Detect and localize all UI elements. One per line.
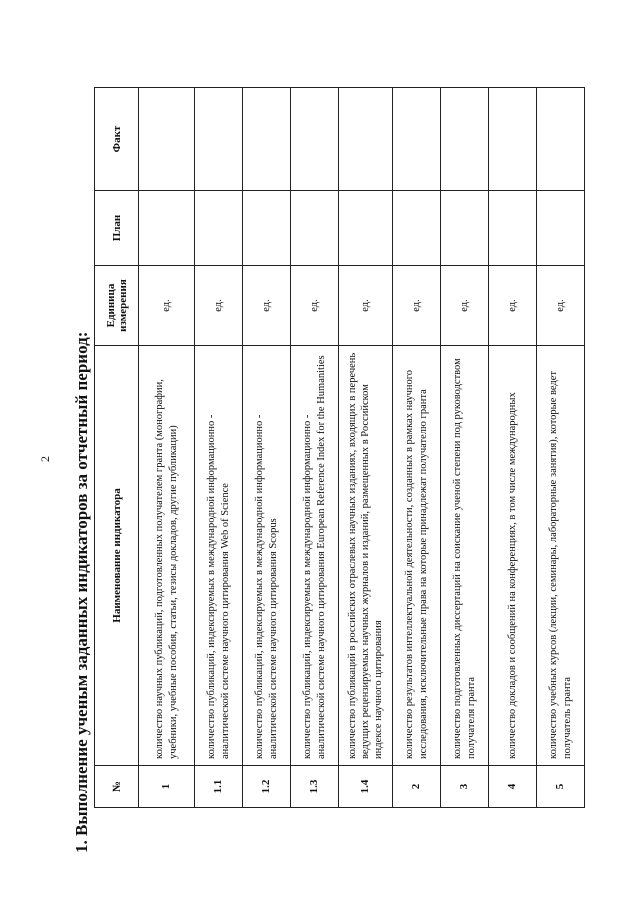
indicator-name: количество научных публикаций, подготовленных получателем гранта (монографии, учебники, учебные пособия, статьи, тезисы докладов, другие публикации)	[139, 346, 195, 766]
plan-cell	[339, 191, 393, 266]
indicator-name: количество публикаций в российских отраслевых научных изданиях, входящих в перечень ведущих рецензируемых научных журналов и изданий, размещенных в Российском индексе научного цитирования	[339, 346, 393, 766]
fact-cell	[243, 88, 291, 191]
column-header-unit: Единица измерения	[95, 266, 139, 346]
plan-cell	[441, 191, 489, 266]
table-row	[291, 88, 339, 808]
indicator-name: количество подготовленных диссертаций на соискание ученой степени под руководством получателя гранта	[441, 346, 489, 766]
page-number: 2	[38, 456, 52, 462]
unit-cell: ед.	[195, 266, 243, 346]
unit-cell: ед.	[243, 266, 291, 346]
table-row	[393, 88, 441, 808]
plan-cell	[291, 191, 339, 266]
unit-cell: ед.	[291, 266, 339, 346]
table-row	[139, 88, 195, 808]
unit-cell: ед.	[537, 266, 585, 346]
fact-cell	[139, 88, 195, 191]
indicator-name: количество публикаций, индексируемых в международной информационно - аналитической системе научного цитирования Scopus	[243, 346, 291, 766]
fact-cell	[441, 88, 489, 191]
section-heading: 1. Выполнение ученым заданных индикаторов за отчетный период:	[72, 331, 91, 853]
fact-cell	[195, 88, 243, 191]
row-number: 2	[393, 766, 441, 808]
unit-cell: ед.	[489, 266, 537, 346]
table-row	[243, 88, 291, 808]
row-number: 1	[139, 766, 195, 808]
plan-cell	[393, 191, 441, 266]
plan-cell	[537, 191, 585, 266]
unit-cell: ед.	[139, 266, 195, 346]
indicator-name: количество учебных курсов (лекции, семинары, лабораторные занятия), которые ведет получатель гранта	[537, 346, 585, 766]
plan-cell	[243, 191, 291, 266]
fact-cell	[339, 88, 393, 191]
row-number: 1.2	[243, 766, 291, 808]
unit-cell: ед.	[441, 266, 489, 346]
fact-cell	[537, 88, 585, 191]
row-number: 4	[489, 766, 537, 808]
fact-cell	[489, 88, 537, 191]
row-number: 1.4	[339, 766, 393, 808]
unit-cell: ед.	[339, 266, 393, 346]
fact-cell	[393, 88, 441, 191]
indicators-table	[94, 87, 585, 808]
column-header-plan: План	[95, 191, 139, 266]
table-row	[195, 88, 243, 808]
column-header-fact: Факт	[95, 88, 139, 191]
table-row	[339, 88, 393, 808]
fact-cell	[291, 88, 339, 191]
indicator-name: количество докладов и сообщений на конференциях, в том числе международных	[489, 346, 537, 766]
row-number: 1.3	[291, 766, 339, 808]
column-header-num: №	[95, 766, 139, 808]
row-number: 3	[441, 766, 489, 808]
table-row	[441, 88, 489, 808]
plan-cell	[195, 191, 243, 266]
column-header-name: Наименование индикатора	[95, 346, 139, 766]
indicator-name: количество публикаций, индексируемых в международной информационно - аналитической системе научного цитирования European Reference Index for the Humanities	[291, 346, 339, 766]
row-number: 5	[537, 766, 585, 808]
plan-cell	[139, 191, 195, 266]
unit-cell: ед.	[393, 266, 441, 346]
table-row	[537, 88, 585, 808]
indicator-name: количество публикаций, индексируемых в международной информационно - аналитической системе научного цитирования Web of Science	[195, 346, 243, 766]
plan-cell	[489, 191, 537, 266]
table-header-row	[95, 88, 139, 808]
indicator-name: количество результатов интеллектуальной деятельности, созданных в рамках научного исследования, исключительные права на которые принадлежат получателю гранта	[393, 346, 441, 766]
row-number: 1.1	[195, 766, 243, 808]
table-row	[489, 88, 537, 808]
